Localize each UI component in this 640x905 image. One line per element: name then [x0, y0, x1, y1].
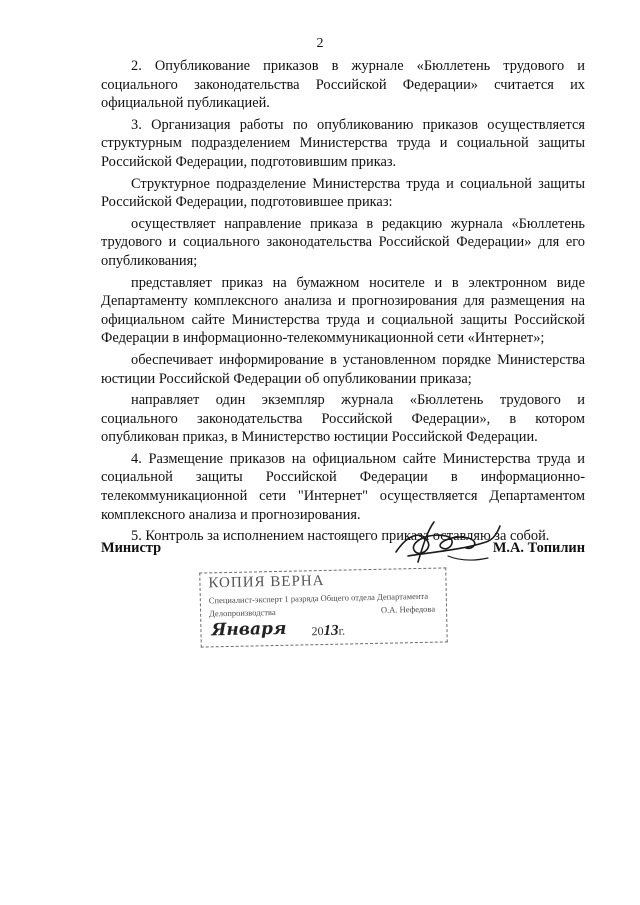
paragraph-sends-copy: направляет один экземпляр журнала «Бюллетень трудового и социального законодательства Российской Федерации», в котором опубликован приказ, в Министерство юстиции Российской Федерации. — [101, 392, 585, 446]
stamp-department — [209, 604, 441, 619]
stamp-year-prefix: 20 — [311, 624, 324, 639]
document-body — [101, 57, 585, 549]
paragraph-3: 3. Организация работы по опубликованию приказов осуществляется структурным подразделением Министерства труда и социальной защиты Российской Федерации, подготовившим приказ. — [101, 116, 585, 170]
stamp-date-handwritten: Января — [211, 618, 287, 641]
paragraph-5: 5. Контроль за исполнением настоящего приказа оставляю за собой. — [131, 528, 550, 545]
stamp-year — [311, 623, 345, 641]
paragraph-sends-to-editorial: осуществляет направление приказа в редакцию журнала «Бюллетень трудового и социального законодательства Российской Федерации» для его опубликования; — [101, 215, 585, 269]
stamp-signer: О.А. Нефедова — [380, 603, 436, 615]
stamp-position: Специалист-эксперт 1 разряда Общего отдела Департамента — [208, 590, 429, 606]
paragraph-4: 4. Размещение приказов на официальном сайте Министерства труда и социальной защиты Российской Федерации в информационно-телекоммуникационной сети "Интернет" осуществляется Департаментом комплексного анализа и прогнозирования. — [101, 450, 585, 523]
stamp-department-label: Делопроизводства — [208, 607, 276, 619]
paragraph-2: 2. Опубликование приказов в журнале «Бюллетень трудового и социального законодательства Российской Федерации» считается их официальной публикацией. — [101, 58, 585, 112]
minister-name: М.А. Топилин — [492, 540, 585, 556]
copy-certified-stamp — [199, 567, 448, 647]
page-number: 2 — [316, 36, 324, 51]
stamp-year-suffix: г. — [338, 623, 346, 638]
paragraph-informs-ministry: обеспечивает информирование в установленном порядке Министерства юстиции Российской Федерации об опубликовании приказа; — [101, 351, 585, 387]
minister-title: Министр — [101, 540, 162, 556]
paragraph-submits-order: представляет приказ на бумажном носителе и в электронном виде Департаменту комплексного анализа и прогнозирования для размещения на официальном сайте Министерства труда и социальной защиты Российской Федерации в информационно-телекоммуникационной сети «Интернет»; — [101, 274, 585, 347]
stamp-year-handwritten: 13 — [323, 622, 339, 640]
paragraph-structural-unit: Структурное подразделение Министерства труда и социальной защиты Российской Федерации, подготовившее приказ: — [101, 175, 585, 211]
signature-block — [101, 540, 585, 564]
stamp-title: КОПИЯ ВЕРНА — [208, 572, 325, 592]
